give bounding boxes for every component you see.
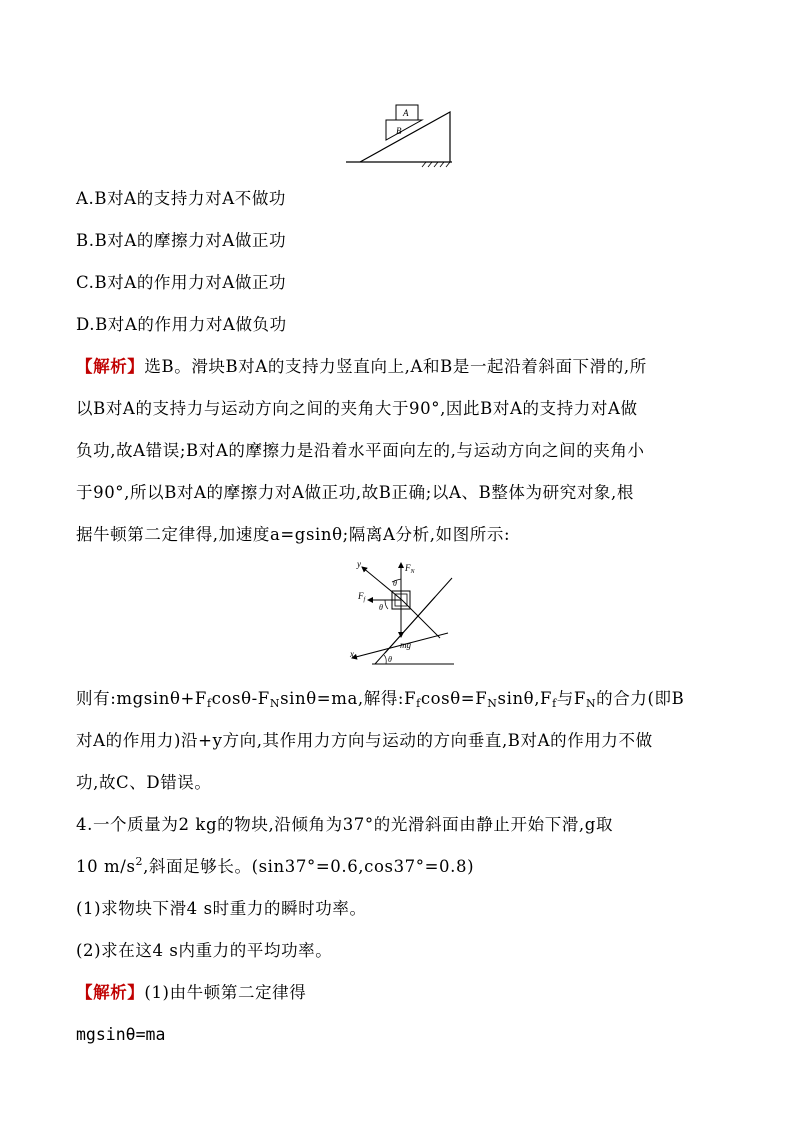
option-b: B.B对A的摩擦力对A做正功: [76, 231, 287, 250]
fn-label: $F_N$: [405, 563, 415, 575]
analysis1-line2: 以B对A的支持力与运动方向之间的夹角大于90°,因此B对A的支持力对A做: [76, 399, 638, 418]
mg-label: mg: [400, 640, 411, 650]
analysis1-line4: 于90°,所以B对A的摩擦力对A做正功,故B正确;以A、B整体为研究对象,根: [76, 483, 634, 502]
analysis1-line1: 【解析】选B。滑块B对A的支持力竖直向上,A和B是一起沿着斜面下滑的,所: [76, 357, 647, 376]
question4-part1: (1)求物块下滑4 s时重力的瞬时功率。: [76, 899, 367, 918]
option-c: C.B对A的作用力对A做正功: [76, 273, 287, 292]
analysis-tag-2: 【解析】: [76, 983, 145, 1002]
incline-blocks-figure: [340, 100, 460, 170]
analysis1-line3: 负功,故A错误;B对A的摩擦力是沿着水平面向左的,与运动方向之间的夹角小: [76, 441, 645, 460]
analysis1-line5: 据牛顿第二定律得,加速度a=gsinθ;隔离A分析,如图所示:: [76, 525, 511, 544]
axis-x-label: x: [350, 649, 354, 659]
analysis2-line2: mgsinθ=ma: [76, 1025, 166, 1044]
block-a-label: A: [403, 108, 409, 118]
theta-label-1: θ: [393, 579, 397, 588]
equation-line3: 功,故C、D错误。: [76, 773, 212, 792]
axis-y-label: y: [357, 559, 361, 569]
option-d: D.B对A的作用力对A做负功: [76, 315, 287, 334]
force-analysis-figure: [340, 555, 460, 670]
theta-label-2: θ: [379, 603, 383, 612]
equation-line2: 对A的作用力)沿+y方向,其作用力方向与运动的方向垂直,B对A的作用力不做: [76, 731, 653, 750]
ff-label: $F_f$: [358, 591, 366, 603]
theta-label-3: θ: [388, 655, 392, 664]
equation-line1: 则有$:mgsin\theta+F_f\cos\theta-F_N\sin\theta=ma$,解得$:F_f\cos\theta=F_N\sin\theta,F_f$与$F_N$的合力(即B: [76, 689, 685, 710]
block-b-label: B: [396, 126, 402, 136]
question4-part2: (2)求在这4 s内重力的平均功率。: [76, 941, 333, 960]
question4-line2: 10 $m/s^2$,斜面足够长。(sin37°=0.6,cos37°=0.8): [76, 855, 475, 876]
question4-line1: 4.一个质量为2 kg的物块,沿倾角为37°的光滑斜面由静止开始下滑,g取: [76, 815, 614, 834]
analysis2-line1: 【解析】(1)由牛顿第二定律得: [76, 983, 307, 1002]
option-a: A.B对A的支持力对A不做功: [76, 189, 287, 208]
analysis-tag: 【解析】: [76, 357, 145, 376]
